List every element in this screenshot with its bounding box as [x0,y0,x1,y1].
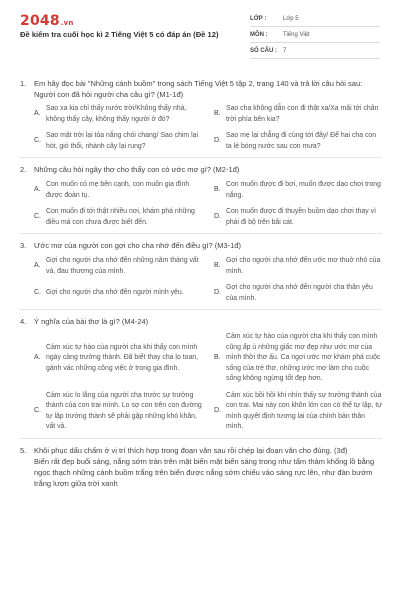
option-letter: D. [214,289,221,297]
answer-option-a[interactable] [34,332,202,385]
meta-row-class [250,11,380,27]
answer-options [34,104,382,152]
option-text: Cảm xúc lo lắng của người cha trước sự trưởng thành của con trai mình. Lo sợ con trên con đường tự lập trưởng thành sẽ phải gặp những khó khăn, vất vả. [46,391,202,430]
question-2 [20,164,382,228]
option-letter: B. [214,262,221,270]
option-text: Gợi cho người cha nhớ đến những năm tháng vất vả, đau thương của mình. [46,257,199,275]
meta-value: Lớp 5 [283,15,299,22]
option-letter: B. [214,354,221,361]
question-number: 3. [20,241,27,250]
option-text: Sao xa kia chỉ thấy nước trời/Không thấy nhà, không thấy cây, không thấy người ở đó? [46,105,187,123]
answer-option-b[interactable] [214,256,382,277]
meta-label: MÔN : [250,31,268,38]
answer-option-c[interactable] [34,283,202,304]
option-text: Gợi cho người cha nhớ đến người cha thân yêu của mình. [226,284,373,302]
option-text: Con muốn được đi bơi, muốn được dạo chơi trong nắng. [226,181,381,199]
answer-option-b[interactable] [214,180,382,201]
option-text: Cảm xúc tự hào của người cha khi thấy con mình ngày càng trưởng thành. Đã biết thay cha lo toan, gánh vác những công việc ở trong gia đình. [46,343,199,372]
option-letter: C. [34,137,41,145]
answer-option-a[interactable] [34,180,202,201]
answer-option-d[interactable] [214,207,382,228]
option-text: Sao mẹ lại chẳng đi cùng tới đây/ Để hai cha con ta lẻ bóng nước sau con mưa? [226,132,377,150]
option-letter: D. [214,407,221,415]
option-letter: D. [214,137,221,145]
option-letter: C. [34,407,41,415]
divider [20,438,382,439]
answer-option-c[interactable] [34,207,202,228]
question-number: 5. [20,445,27,455]
option-text: Con muốn đi tới thật nhiều nơi, khám phá những điều mà con chưa được biết đến. [46,208,195,226]
option-text: Cảm xúc bồi hồi khi nhìn thấy sự trưởng thành của con trai. Mai này con khôn lớn con có thể tự lập, tự mình quyết định tương lai của chính bản thân mình. [226,391,382,430]
answer-option-a[interactable] [34,104,202,125]
document-title: Đề kiểm tra cuối học kì 2 Tiếng Việt 5 có đáp án (Đề 12) [20,30,219,39]
question-number: 2. [20,165,27,174]
answer-option-d[interactable] [214,131,382,152]
option-letter: A. [34,354,41,361]
meta-row-subject [250,27,380,43]
answer-options [34,180,382,228]
option-text: Sao mặt trời lại tỏa nắng chói chang/ Sao chim lại hót, gió thổi, nhành cây lại rung? [46,132,198,150]
logo-suffix-text: .vn [60,19,74,27]
question-5 [20,445,382,489]
answer-options [34,256,382,304]
option-text: Con muốn được đi thuyền buồm dạo chơi thay vì phải đi bộ trên bãi cát. [226,208,377,226]
answer-option-b[interactable] [214,332,382,385]
question-text: Ý nghĩa của bài thơ là gì? (M4-24) [34,317,149,326]
option-letter: A. [34,186,41,194]
divider [20,157,382,158]
meta-row-question-count [250,43,380,59]
answer-option-b[interactable] [214,104,382,125]
option-text: Gợi cho người cha nhớ đến người mình yêu. [46,289,184,297]
question-list [20,78,382,489]
meta-value: 7 [283,47,287,54]
option-text: Gợi cho người cha nhớ đến ước mơ thuở nhỏ của mình. [226,257,381,275]
question-text: Ước mơ của người con gợi cho cha nhớ đến điều gì? (M3-1đ) [34,241,241,250]
answer-option-d[interactable] [214,283,382,304]
option-text: Cảm xúc tự hào của người cha khi thấy con mình cũng ấp ủ những giấc mơ đẹp như ước mơ của mình thời thơ ấu. Ca ngợi ước mơ khám phá cuộc sống của trẻ thơ, những ước mơ làm cho cuộc sống không ngừng tốt đẹp hơn. [226,333,381,382]
logo-main-text: 2048 [20,13,60,29]
question-text: Những câu hỏi ngây thơ cho thấy con có ước mơ gì? (M2-1đ) [34,165,240,174]
divider [20,233,382,234]
option-text: Sao cha không dẫn con đi thật xa/Xa mãi tới chân trời phía bên kia? [226,105,379,123]
option-letter: C. [34,289,41,297]
question-4 [20,316,382,433]
question-subtext: Người con đã hỏi người cha câu gì? (M1-1đ) [34,90,184,99]
option-letter: B. [214,110,221,118]
meta-label: SỐ CÂU : [250,47,277,54]
answer-option-a[interactable] [34,256,202,277]
answer-option-c[interactable] [34,391,202,433]
question-text: Khôi phục dấu chấm ở vị trí thích hợp trong đoạn văn sau rồi chép lại đoạn văn cho đúng. (3đ) [34,445,348,455]
option-letter: D. [214,213,221,221]
question-1 [20,78,382,152]
question-number: 4. [20,317,27,326]
option-letter: C. [34,213,41,221]
answer-options [34,332,382,433]
meta-table [250,11,380,59]
question-3 [20,240,382,304]
meta-value: Tiếng Việt [283,31,310,38]
question-text: Em hãy đọc bài "Những cánh buồm" trong sách Tiếng Việt 5 tập 2, trang 140 và trả lời câu hỏi sau: [34,79,363,88]
option-letter: A. [34,110,41,118]
question-passage: Biển rất đẹp buổi sáng, nắng sớm tràn trên mặt biển mặt biển sáng trong như tấm thảm khổng lồ bằng ngọc thạch những cánh buồm trắng trên biển được nắng sớm chiếu vào sáng rực lên, như đàn bướm trắng lượn giữa trời xanh [34,456,375,488]
meta-label: LỚP : [250,15,267,22]
option-letter: B. [214,186,221,194]
divider [20,309,382,310]
answer-option-d[interactable] [214,391,382,433]
option-letter: A. [34,262,41,270]
option-text: Con muốn có mẹ bên cạnh, con muốn gia đình được đoàn tụ. [46,181,190,199]
site-logo[interactable] [20,13,74,29]
page-header [0,0,400,62]
answer-option-c[interactable] [34,131,202,152]
question-number: 1. [20,79,27,88]
